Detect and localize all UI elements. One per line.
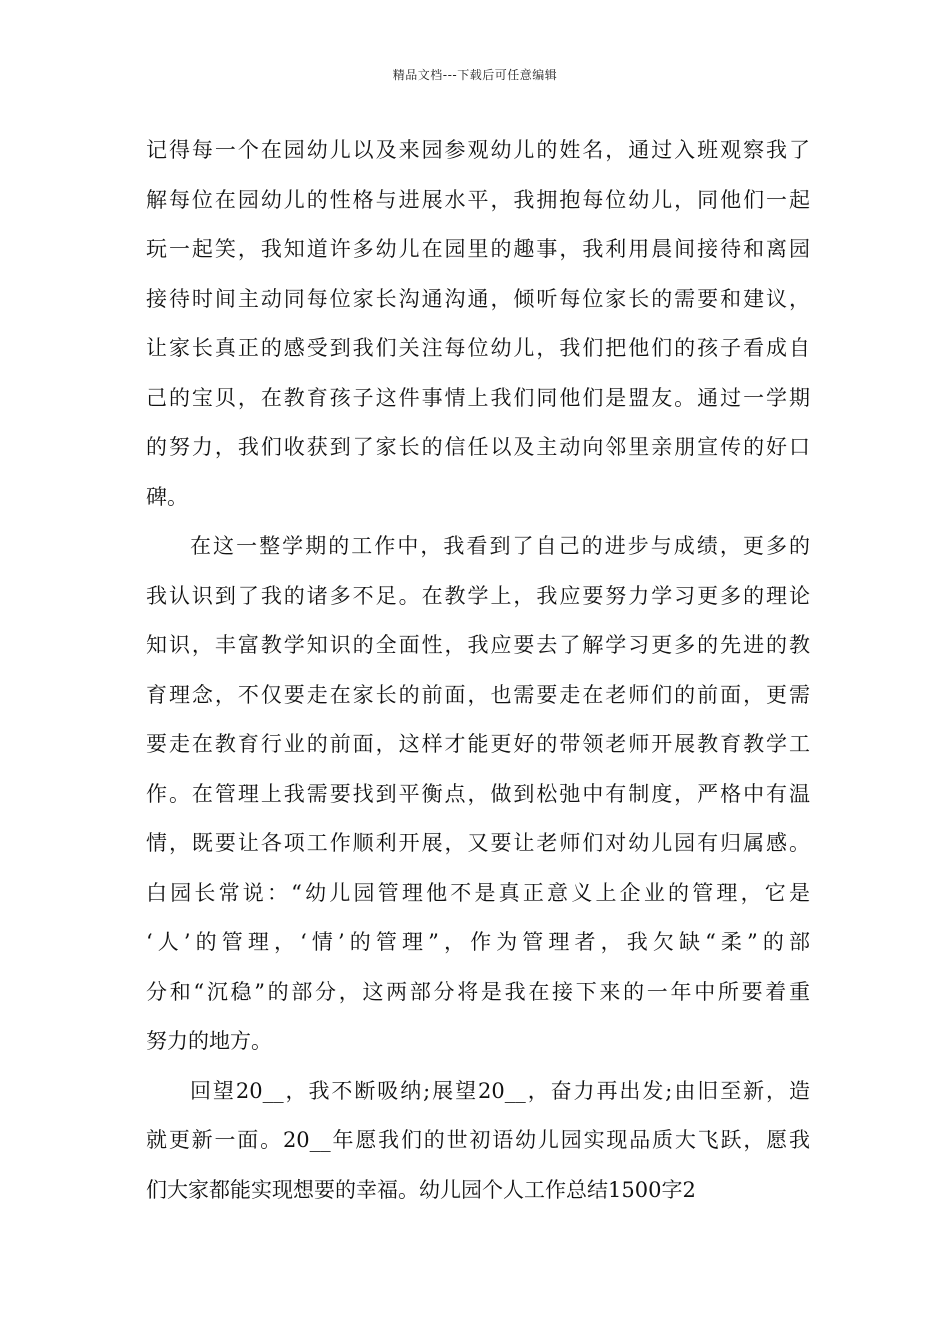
text-line: 解每位在园幼儿的性格与进展水平，我拥抱每位幼儿，同他们一起 (146, 187, 810, 212)
text-line: 碑。 (146, 484, 188, 509)
text-line: 要走在教育行业的前面，这样才能更好的带领老师开展教育教学工 (146, 732, 810, 756)
text-line: 分和“沉稳”的部分，这两部分将是我在接下来的一年中所要着重 (146, 979, 810, 1004)
body-text (146, 126, 810, 1215)
text-line: 我认识到了我的诸多不足。在教学上，我应要努力学习更多的理论 (146, 583, 810, 608)
text-line: 们大家都能实现想要的幸福。幼儿园个人工作总结1500字2 (146, 1177, 696, 1202)
paragraph-3 (146, 1067, 810, 1216)
text-line: ‘人’的管理，‘情’的管理”，作为管理者，我欠缺“柔”的部 (146, 930, 810, 954)
text-line: 的努力，我们收获到了家长的信任以及主动向邻里亲朋宣传的好口 (146, 435, 810, 459)
text-line: 努力的地方。 (146, 1029, 272, 1053)
text-line: 白园长常说：“幼儿园管理他不是真正意义上企业的管理，它是 (146, 880, 810, 905)
text-line: 接待时间主动同每位家长沟通沟通，倾听每位家长的需要和建议， (146, 286, 810, 311)
text-line: 记得每一个在园幼儿以及来园参观幼儿的姓名，通过入班观察我了 (146, 138, 810, 162)
text-line: 育理念，不仅要走在家长的前面，也需要走在老师们的前面，更需 (146, 682, 810, 707)
text-line: 回望20__，我不断吸纳;展望20__，奋力再出发;由旧至新，造 (190, 1078, 810, 1103)
page-header: 精品文档---下载后可任意编辑 (392, 68, 558, 82)
text-line: 知识，丰富教学知识的全面性，我应要去了解学习更多的先进的教 (146, 633, 810, 657)
text-line: 玩一起笑，我知道许多幼儿在园里的趣事，我利用晨间接待和离园 (146, 237, 810, 261)
text-line: 就更新一面。20__年愿我们的世初语幼儿园实现品质大飞跃，愿我 (146, 1128, 810, 1152)
text-line: 在这一整学期的工作中，我看到了自己的进步与成绩，更多的 (190, 534, 810, 558)
text-line: 情，既要让各项工作顺利开展，又要让老师们对幼儿园有归属感。 (146, 831, 810, 855)
paragraph-2 (146, 522, 810, 1067)
text-line: 让家长真正的感受到我们关注每位幼儿，我们把他们的孩子看成自 (146, 336, 810, 360)
paragraph-1 (146, 126, 810, 522)
text-line: 己的宝贝，在教育孩子这件事情上我们同他们是盟友。通过一学期 (146, 385, 810, 410)
text-line: 作。在管理上我需要找到平衡点，做到松弛中有制度，严格中有温 (146, 781, 810, 806)
